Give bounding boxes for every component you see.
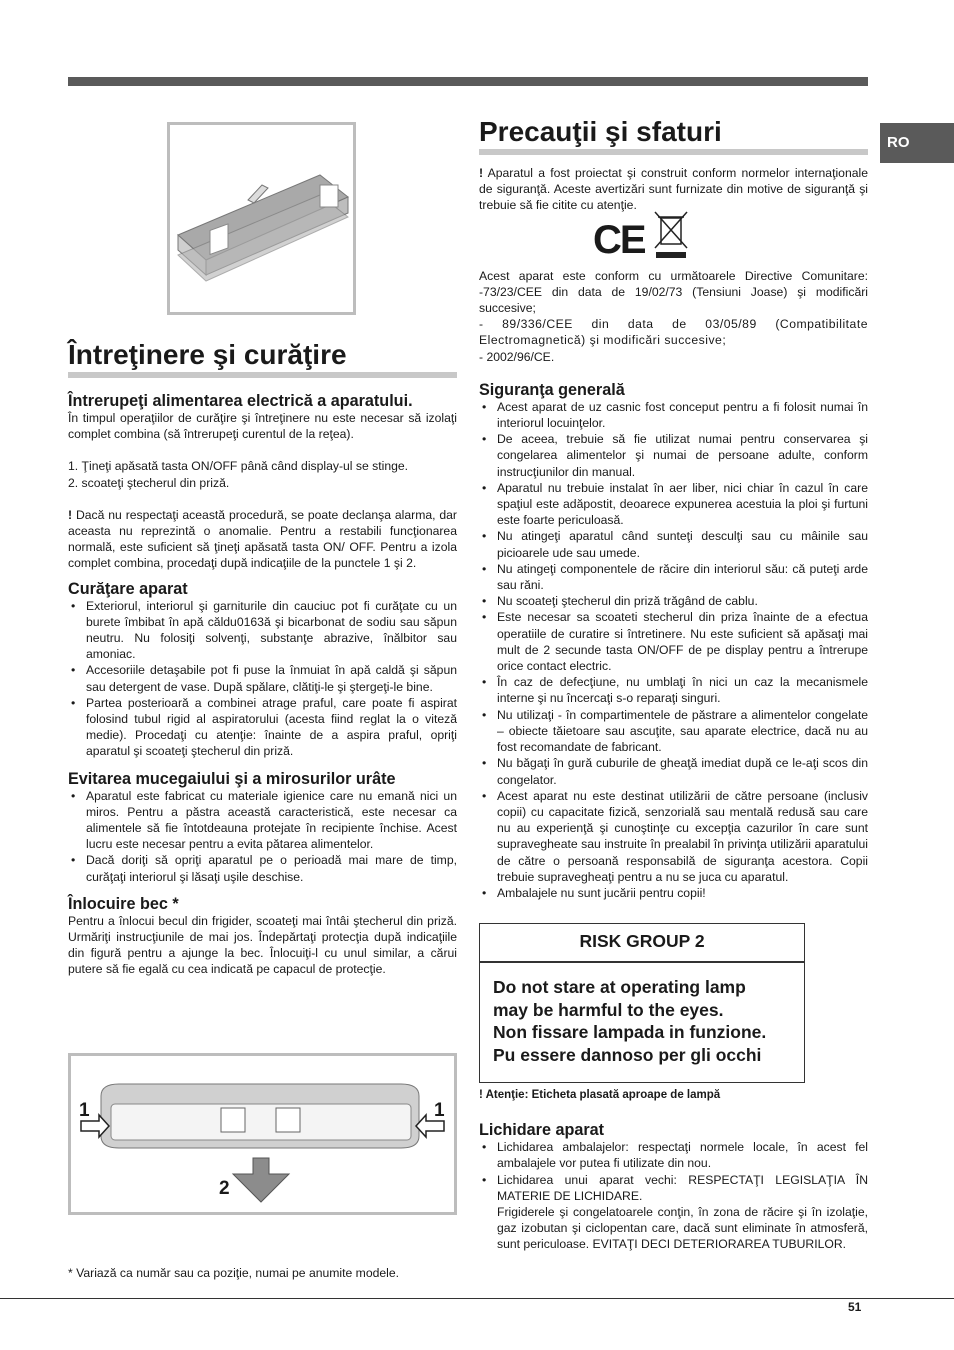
right-title: Precauţii şi sfaturi [479,116,868,155]
warning-text: Dacă nu respectaţi această procedură, se poate declanşa alarma, dar aceasta nu reprezintă o anomalie. Pentru a restabili funcţionarea normală, este suficient să ţineţi apăsată tasta ON/ OFF. Pentru a izola complet combina, procedaţi după indicaţiile de la punctele 1 şi 2. [68,507,457,571]
figure-label-left: 1 [79,1100,90,1121]
section-heading-bulb: Înlocuire bec * [68,894,179,913]
list-item: • Lichidarea unui aparat vechi: RESPECTAŢI LEGISLAŢIA ÎN MATERIE DE LICHIDARE. [479,1172,868,1204]
list-item: • Partea posterioară a combinei atrage praful, care poate fi aspirat folosind tubul rigid al aspiratorului (acesta fiind reglat la o viteză medie). Procedaţi cu atenţie: înainte de a aspira praful, opriţi aparatul şi scoateţi ştecherul din priză. [68,695,457,760]
list-item: • Nu atingeţi componentele de răcire din interiorul său: că puteţi arde sau răni. [479,561,868,593]
list-item: • Dacă doriţi să opriţi aparatul pe o perioadă mai mare de timp, curăţaţi interiorul şi lăsaţi uşile deschise. [68,852,457,884]
intro-mark: ! [479,166,484,180]
directive-1: Acest aparat este conform cu următoarele Directive Comunitare: -73/23/CEE din data de 19/02/73 (Tensiuni Joase) şi modificări succesive; [479,268,868,316]
list-item: • Este necesar sa scoateti stecherul din priza înainte de a efectua operatiile de curatire si întretinere. Nu este suficient să apăsaţi mai mult de 2 secunde tasta ON/OFF de pe display pentru a întrerupe orice contact electric. [479,609,868,674]
mould-list [68,788,457,885]
list-item: • Nu utilizaţi - în compartimentele de păstrare a alimentelor congelate – obiecte tăietoare sau ascuţite, sau aparate electrice, dacă nu au fost recomandate de fabricant. [479,707,868,756]
risk-line: Do not stare at operating lamp [493,977,746,997]
directive-2: - 89/336/CEE din data de 03/05/89 (Compatibilitate Electromagnetică) şi modificări succesive; [479,317,868,348]
disposal-list [479,1139,868,1204]
intro-paragraph [479,165,868,214]
directive-3: - 2002/96/CE. [479,349,555,364]
left-title: Întreţinere şi curăţire [68,339,457,378]
ice-tray-drawing [170,125,353,312]
bottom-rule [0,1298,954,1299]
list-item: • De aceea, trebuie să fie utilizat numai pentru conservarea şi congelarea alimentelor şi numai de persoane adulte, conform instrucţiunilor din manual. [479,431,868,480]
lamp-illustration [68,1053,457,1215]
top-rule [68,77,868,86]
section-heading-safety: Siguranţa generală [479,380,625,399]
warning-mark: ! [68,507,73,522]
footnote: * Variază ca număr sau ca poziţie, numai pe anumite modele. [68,1266,400,1280]
list-item: • Ambalajele nu sunt jucării pentru copii! [479,885,868,901]
part-illustration [167,122,356,315]
list-item: • Aparatul nu trebuie instalat în aer liber, nici chiar în cazul în care spaţiul este adăpostit, deoarece expunerea acestuia la ploi şi furtuni este foarte periculoasă. [479,480,868,529]
list-item: • Aparatul este fabricat cu materiale igienice care nu emană nici un miros. Pentru a păstra această caracteristică, este necesar ca alimentele să fie întotdeauna protejate în recipiente închise. Acest lucru este necesar pentru a evita pătarea alimentelor. [68,788,457,853]
list-item: • Nu scoateţi ştecherul din priză trăgând de cablu. [479,593,868,609]
figure-label-right: 1 [434,1100,445,1121]
risk-line: Non fissare lampada in funzione. [493,1022,767,1042]
risk-body [480,963,804,1066]
warning-paragraph [68,507,457,572]
risk-group-box [479,923,805,1083]
list-item: • Exteriorul, interiorul şi garniturile din cauciuc pot fi curăţate cu un burete îmbibat în apă căldu0163ă şi bicarbonat de sodiu sau săpun neutru. Nu folosiţi solvenţi, substanţe abrazive, înălbitor sau amoniac. [68,598,457,663]
step-2: 2. scoateţi ştecherul din priză. [68,475,230,490]
bulb-paragraph: Pentru a înlocui becul din frigider, scoateţi mai întâi ştecherul din priză. Urmăriţi instrucţiunile de mai jos. Îndepărtaţi protecţia după indicaţiile din figură pentru a ajunge la bec. Înlocuiţi-l cu unul similar, a cărui putere să fie egală cu cea indicată pe capacul de protecţie. [68,913,457,977]
cleaning-list [68,598,457,760]
list-item: • Acest aparat nu este destinat utilizării de către persoane (inclusiv copii) cu capacitate fizică, senzorială sau mentală redusă sau care nu au experienţă şi cunoştinţe cu excepţia cazurilor în care sunt supravegheate sau instruite în prealabil în privinţa utilizării aparatului de către o persoană responsabilă de siguranţa acestora. Copii trebuie supravegheaţi pentru a nu se juca cu aparatul. [479,788,868,885]
list-item: • Nu atingeţi aparatul când sunteţi desculţi sau cu mâinile sau picioarele ude sau umede. [479,528,868,560]
list-item: • Nu băgaţi în gură cuburile de gheaţă imediat după ce le-aţi scos din congelator. [479,755,868,787]
safety-list [479,399,868,901]
section-heading-cleaning: Curăţare aparat [68,579,188,598]
risk-line: may be harmful to the eyes. [493,999,724,1020]
list-item: • Acest aparat de uz casnic fost conceput pentru a fi folosit numai în interiorul locuinţelor. [479,399,868,431]
language-tab: RO [880,123,954,163]
ce-mark: CE [593,217,645,262]
list-item: • Accesoriile detaşabile pot fi puse la înmuiat în apă caldă şi săpun sau detergent de vase. După spălare, clătiţi-le şi ştergeţi-le bine. [68,662,457,694]
list-item: • Lichidarea ambalajelor: respectaţi normele locale, în acest fel ambalajele vor putea fi utilizate din nou. [479,1139,868,1171]
page-number: 51 [848,1300,862,1314]
section-heading-power: Întrerupeţi alimentarea electrică a aparatului. [68,392,413,410]
step-1: 1. Ţineţi apăsată tasta ON/OFF până când display-ul se stinge. [68,459,409,474]
weee-bin-icon [651,208,691,260]
risk-heading: RISK GROUP 2 [480,924,804,963]
power-paragraph: În timpul operaţiilor de curăţire şi întreţinere nu este necesar să izolaţi complet combina (să întrerupeţi curentul de la reţea). [68,411,457,442]
section-heading-disposal: Lichidare aparat [479,1121,605,1140]
section-heading-mould: Evitarea mucegaiului şi a mirosurilor urâte [68,769,396,788]
ce-weee-marks [479,214,868,268]
lamp-cover-drawing [71,1056,454,1212]
risk-note: ! Atenţie: Eticheta plasată aproape de lampă [479,1089,721,1101]
risk-line: Pu essere dannoso per gli occhi [493,1044,762,1065]
figure-label-down: 2 [219,1178,230,1199]
list-item: • În caz de defecţiune, nu umblaţi în nici un caz la mecanismele interne şi nu încercaţi s-o reparaţi singuri. [479,674,868,706]
disposal-extra: Frigiderele şi congelatoarele conţin, în zona de răcire şi în izolaţie, gaz izobutan şi ciclopentan care, dacă sunt eliminate în atmosferă, sunt periculoase. EVITAŢI DECI DETERIORAREA TUBURILOR. [497,1205,868,1252]
intro-text: Aparatul a fost proiectat şi construit conform normelor internaţionale de siguranţă. Aceste avertizări sunt furnizate din motive de siguranţă şi trebuie să fie citite cu atenţie. [479,166,868,213]
